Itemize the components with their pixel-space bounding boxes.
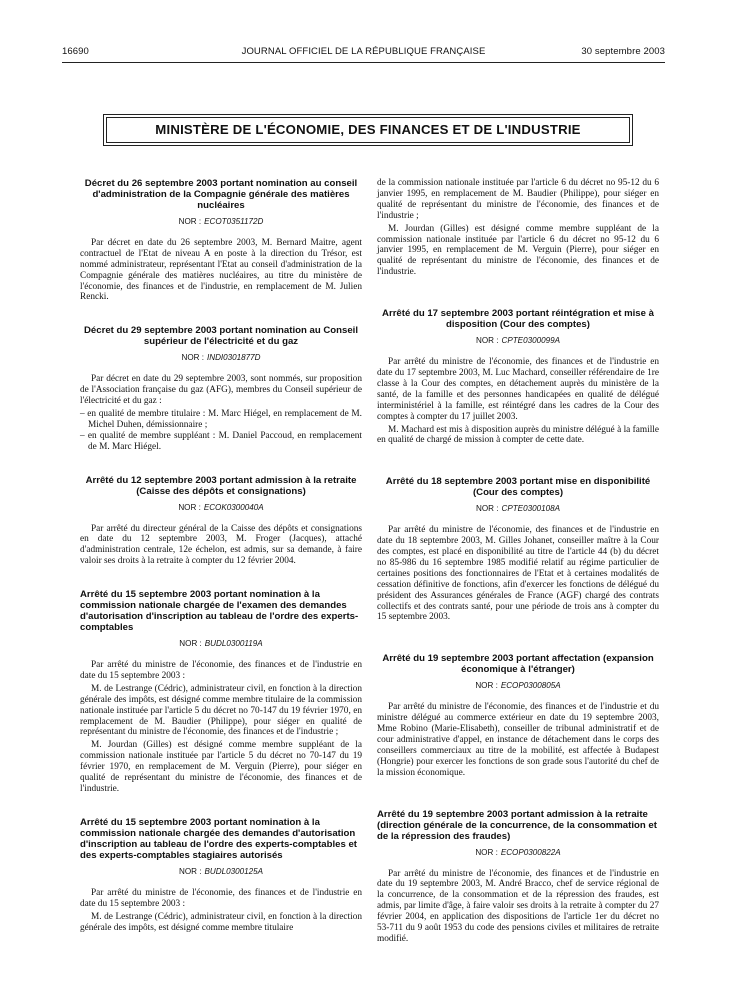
article xyxy=(377,809,659,945)
nor-label: NOR : xyxy=(178,502,201,512)
nor-label: NOR : xyxy=(179,639,202,649)
nor-reference xyxy=(80,353,362,364)
nor-label: NOR : xyxy=(476,504,499,514)
article-paragraph: M. Jourdan (Gilles) est désigné comme membre suppléant de la commission nationale instituée par l'article 6 du décret no 95-12 du 6 janvier 1995, en remplacement de M. Verguin (Pierre), pour siéger en qualité de représentant du ministre de l'économie, des finances et de l'industrie. xyxy=(377,223,659,278)
article-title: Arrêté du 15 septembre 2003 portant nomination à la commission nationale chargée des demandes d'autorisation d'inscription au tableau de l'ordre des experts-comptables et des experts-comptables stagiaires autorisés xyxy=(80,816,357,861)
article xyxy=(80,475,362,568)
journal-title: JOURNAL OFFICIEL DE LA RÉPUBLIQUE FRANÇAISE xyxy=(241,46,486,57)
article-paragraph: M. Machard est mis à disposition auprès du ministre délégué à la famille en qualité de chargé de mission à compter de cette date. xyxy=(377,424,659,446)
nor-code: BUDL0300125A xyxy=(204,866,263,876)
article-paragraph: Par arrêté du ministre de l'économie, des finances et de l'industrie en date du 15 septembre 2003 : xyxy=(80,887,362,909)
nor-code: BUDL0300119A xyxy=(204,639,263,649)
page-number: 16690 xyxy=(62,46,89,57)
article-paragraph: Par arrêté du directeur général de la Caisse des dépôts et consignations en date du 12 septembre 2003, M. Froger (Jacques), attaché d'administration centrale, 12e échelon, est admis, sur sa demande, à faire valoir ses droits à la retraite à compter du 12 février 2004. xyxy=(80,523,362,567)
article xyxy=(80,817,362,934)
article-title: Arrêté du 12 septembre 2003 portant admission à la retraite (Caisse des dépôts et consignations) xyxy=(85,474,357,497)
nor-code: CPTE0300099A xyxy=(501,336,560,346)
nor-reference xyxy=(377,336,659,347)
nor-label: NOR : xyxy=(475,847,498,857)
nor-code: ECOK0300040A xyxy=(203,502,264,512)
article xyxy=(377,653,659,778)
nor-code: ECOP0300822A xyxy=(500,847,561,857)
article-paragraph: Par arrêté du ministre de l'économie, des finances et de l'industrie et du ministre délégué au commerce extérieur en date du 19 septembre 2003, Mme Robino (Marie-Elisabeth), conseiller de tribunal administratif et de cour administrative d'appel, en instance de détachement dans le corps des conseillers commerciaux au titre de la mobilité, est affectée à Budapest (Hongrie) pour exercer les fonctions de son grade sous l'autorité du chef de la mission économique. xyxy=(377,702,659,778)
article xyxy=(80,589,362,795)
nor-label: NOR : xyxy=(475,681,498,691)
nor-label: NOR : xyxy=(178,217,202,226)
article-title: Arrêté du 19 septembre 2003 portant admission à la retraite (direction générale de la concurrence, de la consommation et de la répression des fraudes) xyxy=(377,808,657,842)
nor-reference xyxy=(377,504,659,515)
nor-reference xyxy=(377,681,659,692)
article-paragraph: M. de Lestrange (Cédric), administrateur civil, en fonction à la direction générale des impôts, est désigné comme membre titulaire xyxy=(80,911,362,933)
article-paragraph: Par arrêté du ministre de l'économie, des finances et de l'industrie en date du 19 septembre 2003, M. André Bracco, chef de service régional de la concurrence, de la consommation et de la répression des fraudes, est admis, par limite d'âge, à faire valoir ses droits à la retraite à compter du 27 février 2004, en application des dispositions de l'article 1er du décret no 53-711 du 9 août 1953 du code des pensions civiles et militaires de retraite modifié. xyxy=(377,868,659,944)
article-title: Arrêté du 18 septembre 2003 portant mise en disponibilité (Cour des comptes) xyxy=(385,476,651,499)
article xyxy=(377,476,659,623)
article xyxy=(377,308,659,446)
member-list xyxy=(80,409,362,453)
article-title: Décret du 26 septembre 2003 portant nomination au conseil d'administration de la Compagnie générale des matières nucléaires xyxy=(84,178,358,211)
ministry-heading: MINISTÈRE DE L'ÉCONOMIE, DES FINANCES ET DE L'INDUSTRIE xyxy=(106,117,630,143)
article-title: Arrêté du 15 septembre 2003 portant nomination à la commission nationale chargée de l'examen des demandes d'autorisation d'inscription au tableau de l'ordre des experts-comptables xyxy=(80,589,359,634)
article-paragraph: Par arrêté du ministre de l'économie, des finances et de l'industrie en date du 15 septembre 2003 : xyxy=(80,660,362,681)
article-paragraph: Par arrêté du ministre de l'économie, des finances et de l'industrie en date du 18 septembre 2003, M. Gilles Johanet, conseiller maître à la Cour des comptes, est placé en disponibilité au titre de l'article 44 (b) du décret no 85-986 du 16 septembre 1985 modifié relatif au régime particulier de certaines positions des fonctionnaires de l'Etat et à certaines modalités de cessation définitive de fonctions, afin d'exercer les fonctions de délégué du président des Assurances générales de France (AGF) chargé des contrats collectifs et des contrats santé, pour une période de trois ans à compter du 15 septembre 2003. xyxy=(377,525,659,623)
article xyxy=(80,178,362,303)
running-head xyxy=(62,46,665,60)
article-title: Arrêté du 19 septembre 2003 portant affectation (expansion économique à l'étranger) xyxy=(382,653,654,676)
nor-code: ECOT0351172D xyxy=(204,217,264,226)
nor-reference xyxy=(80,503,362,514)
nor-reference xyxy=(80,867,362,878)
nor-code: ECOP0300805A xyxy=(500,681,561,691)
article-paragraph: Par décret en date du 26 septembre 2003, M. Bernard Maitre, agent contractuel de l'Etat de niveau A en poste à la direction du Trésor, est nommé administrateur, représentant l'Etat au conseil d'administration de la Compagnie générale des matières nucléaires, au titre du ministère de l'économie, des finances et de l'industrie, en remplacement de M. Julien Rencki. xyxy=(80,237,362,303)
article-paragraph: M. Jourdan (Gilles) est désigné comme membre suppléant de la commission nationale instituée par l'article 5 du décret no 70-147 du 19 février 1970, en remplacement de M. Verguin (Pierre), pour siéger en qualité de représentant du ministre de l'économie, des finances et de l'industrie. xyxy=(80,740,362,794)
list-item: – en qualité de membre suppléant : M. Daniel Paccoud, en remplacement de M. Marc Hiégel. xyxy=(80,430,362,452)
article xyxy=(80,325,362,452)
list-item: – en qualité de membre titulaire : M. Marc Hiégel, en remplacement de M. Michel Duhen, démissionnaire ; xyxy=(80,408,362,430)
right-column xyxy=(377,178,659,961)
article-title: Arrêté du 17 septembre 2003 portant réintégration et mise à disposition (Cour des comptes) xyxy=(382,308,654,331)
issue-date: 30 septembre 2003 xyxy=(581,46,665,57)
article-continuation xyxy=(377,178,659,278)
nor-label: NOR : xyxy=(179,866,202,876)
nor-reference xyxy=(377,848,659,859)
article-paragraph: Par arrêté du ministre de l'économie, des finances et de l'industrie en date du 17 septembre 2003, M. Luc Machard, conseiller référendaire de 1re classe à la Cour des comptes, en détachement auprès du ministère de la santé, de la famille et des personnes handicapées en qualité de délégué interministériel à la famille, est réintégré dans les cadres de la Cour des comptes à compter du 17 juillet 2003. xyxy=(377,357,659,422)
article-paragraph: Par décret en date du 29 septembre 2003, sont nommés, sur proposition de l'Association française du gaz (AFG), membres du Conseil supérieur de l'électricité et du gaz : xyxy=(80,374,362,407)
nor-code: CPTE0300108A xyxy=(501,504,560,514)
nor-code: INDI0301877D xyxy=(206,353,261,363)
header-rule xyxy=(62,62,665,63)
nor-reference xyxy=(80,639,362,650)
article-paragraph: M. de Lestrange (Cédric), administrateur civil, en fonction à la direction générale des impôts, est désigné comme membre titulaire de la commission nationale instituée par l'article 5 du décret no 70-147 du 19 février 1970, en remplacement de M. Baudier (Philippe), pour siéger en qualité de représentant du ministre de l'économie, des finances et de l'industrie ; xyxy=(80,683,362,738)
article-paragraph: de la commission nationale instituée par l'article 6 du décret no 95-12 du 6 janvier 1995, en remplacement de M. Baudier (Philippe), pour siéger en qualité de représentant du ministre de l'économie, des finances et de l'industrie ; xyxy=(377,178,659,221)
nor-label: NOR : xyxy=(181,353,204,363)
article-title: Décret du 29 septembre 2003 portant nomination au Conseil supérieur de l'électricité et du gaz xyxy=(83,325,359,348)
nor-label: NOR : xyxy=(476,336,499,346)
left-column xyxy=(80,178,362,949)
nor-reference xyxy=(80,217,362,228)
